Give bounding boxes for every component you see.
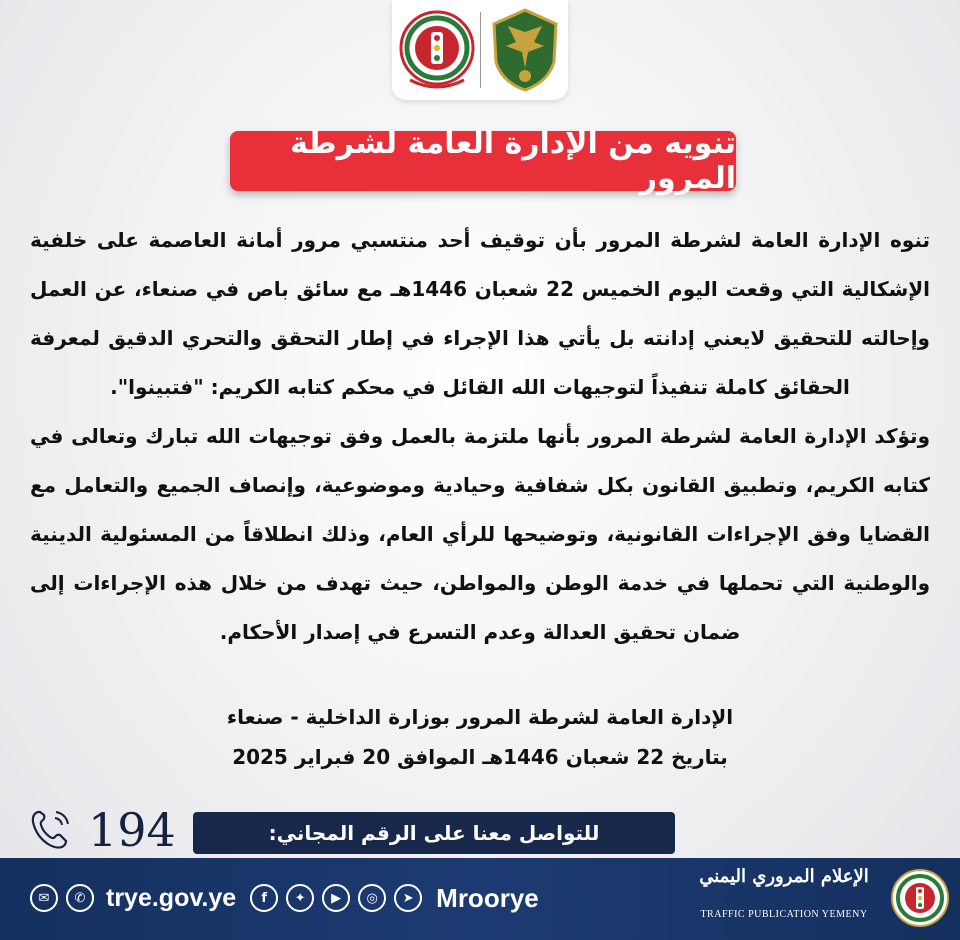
traffic-police-emblem-icon xyxy=(398,6,476,94)
ministry-eagle-emblem-icon xyxy=(488,6,562,94)
header-logo-card xyxy=(392,0,568,100)
signature-block xyxy=(100,697,860,777)
page-title: تنويه من الإدارة العامة لشرطة المرور xyxy=(290,126,736,196)
social-handle[interactable]: Mroorye xyxy=(436,882,539,913)
twitter-icon[interactable]: ✦ xyxy=(286,884,314,912)
website-link[interactable]: trye.gov.ye xyxy=(106,883,237,912)
phone-icon xyxy=(28,806,74,852)
footer-bar xyxy=(0,858,960,940)
telegram-icon[interactable]: ➤ xyxy=(394,884,422,912)
issuer-line: الإدارة العامة لشرطة المرور بوزارة الداخلية - صنعاء xyxy=(226,705,734,729)
logo-divider xyxy=(480,12,481,88)
title-banner xyxy=(230,126,736,196)
whatsapp-icon[interactable]: ✆ xyxy=(66,884,94,912)
brand-arabic: الإعلام المروري اليمني xyxy=(699,866,869,887)
youtube-icon[interactable]: ▶ xyxy=(322,884,350,912)
brand-english: TRAFFIC PUBLICATION YEMENY xyxy=(700,909,868,920)
hotline-label: للتواصل معنا على الرقم المجاني: xyxy=(268,821,600,845)
date-line: بتاريخ 22 شعبان 1446هـ الموافق 20 فبراير 2025 xyxy=(232,745,728,769)
facebook-icon[interactable]: f xyxy=(250,884,278,912)
footer-contacts xyxy=(30,878,539,918)
announcement-body xyxy=(30,216,930,657)
body-paragraph-1: تنوه الإدارة العامة لشرطة المرور بأن توقيف أحد منتسبي مرور أمانة العاصمة على خلفية الإشكالية التي وقعت اليوم الخميس 22 شعبان 1446هـ مع سائق باص في صنعاء، عن العمل وإحالته للتحقيق لايعني إدانته بل يأتي هذا الإجراء في إطار التحقق والتحري الدقيق لمعرفة الحقائق كاملة تنفيذاً لتوجيهات الله القائل في محكم كتابه الكريم: "فتبينوا". xyxy=(30,228,930,399)
hotline-label-box xyxy=(193,812,675,854)
body-paragraph-2: وتؤكد الإدارة العامة لشرطة المرور بأنها ملتزمة بالعمل وفق توجيهات الله تبارك وتعالى في كتابه الكريم، وتطبيق القانون بكل شفافية وحيادية وموضوعية، وإنصاف الجميع والتعامل مع القضايا وفق الإجراءات القانونية، وتوضيحها للرأي العام، وذلك انطلاقاً من المسئولية الدينية والوطنية التي تحملها في خدمة الوطن والمواطن، حيث تهدف من خلال هذه الإجراءات إلى ضمان تحقيق العدالة وعدم التسرع في إصدار الأحكام. xyxy=(30,424,930,644)
instagram-icon[interactable]: ◎ xyxy=(358,884,386,912)
email-icon[interactable]: ✉ xyxy=(30,884,58,912)
hotline-number: 194 xyxy=(88,803,176,857)
traffic-police-emblem-icon xyxy=(888,864,952,934)
